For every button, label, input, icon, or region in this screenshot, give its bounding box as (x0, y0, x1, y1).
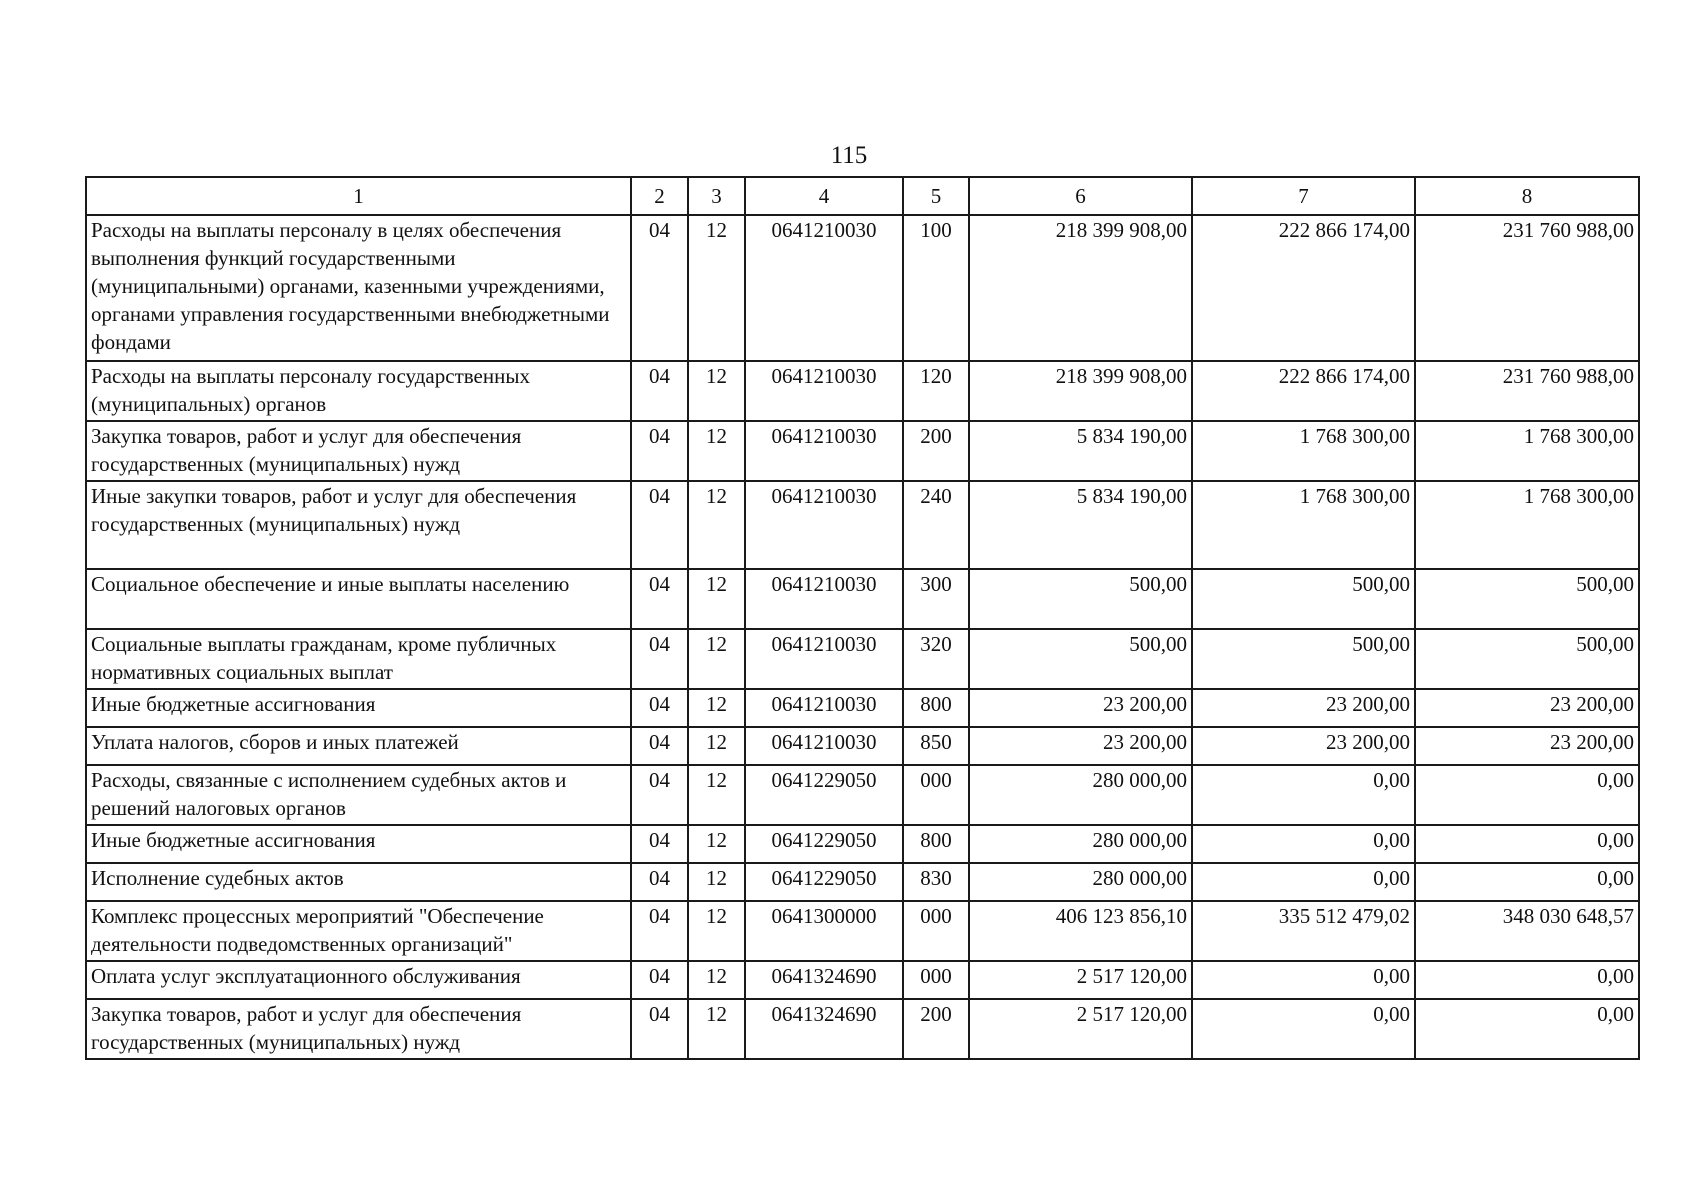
row-name-cell: Закупка товаров, работ и услуг для обеспечения государственных (муниципальных) нужд (86, 421, 631, 481)
subsection-code-cell: 12 (688, 569, 745, 629)
amount-cell: 23 200,00 (969, 689, 1192, 727)
table-row (86, 481, 1639, 569)
section-code-cell: 04 (631, 689, 688, 727)
expense-type-cell: 000 (903, 901, 969, 961)
amount-cell: 2 517 120,00 (969, 961, 1192, 999)
table-row (86, 569, 1639, 629)
row-name-cell: Закупка товаров, работ и услуг для обеспечения государственных (муниципальных) нужд (86, 999, 631, 1059)
page-number: 115 (830, 142, 868, 169)
section-code-cell: 04 (631, 361, 688, 421)
expense-type-cell: 850 (903, 727, 969, 765)
column-header: 2 (631, 177, 688, 215)
row-name-cell: Иные бюджетные ассигнования (86, 825, 631, 863)
table-row (86, 901, 1639, 961)
subsection-code-cell: 12 (688, 215, 745, 361)
expense-type-cell: 830 (903, 863, 969, 901)
section-code-cell: 04 (631, 825, 688, 863)
amount-cell: 1 768 300,00 (1192, 481, 1415, 569)
subsection-code-cell: 12 (688, 901, 745, 961)
amount-cell: 5 834 190,00 (969, 421, 1192, 481)
target-article-cell: 0641210030 (745, 727, 903, 765)
amount-cell: 218 399 908,00 (969, 361, 1192, 421)
amount-cell: 0,00 (1415, 999, 1639, 1059)
amount-cell: 0,00 (1192, 999, 1415, 1059)
target-article-cell: 0641324690 (745, 961, 903, 999)
amount-cell: 2 517 120,00 (969, 999, 1192, 1059)
column-header: 7 (1192, 177, 1415, 215)
amount-cell: 0,00 (1192, 863, 1415, 901)
amount-cell: 500,00 (1415, 629, 1639, 689)
amount-cell: 1 768 300,00 (1415, 421, 1639, 481)
target-article-cell: 0641300000 (745, 901, 903, 961)
column-header: 1 (86, 177, 631, 215)
column-header: 3 (688, 177, 745, 215)
table-row (86, 825, 1639, 863)
row-name-cell: Оплата услуг эксплуатационного обслуживания (86, 961, 631, 999)
expense-type-cell: 800 (903, 825, 969, 863)
row-name-cell: Иные закупки товаров, работ и услуг для обеспечения государственных (муниципальных) нужд (86, 481, 631, 569)
subsection-code-cell: 12 (688, 961, 745, 999)
amount-cell: 335 512 479,02 (1192, 901, 1415, 961)
expense-type-cell: 000 (903, 961, 969, 999)
table-row (86, 689, 1639, 727)
amount-cell: 0,00 (1415, 825, 1639, 863)
table-row (86, 421, 1639, 481)
expense-type-cell: 300 (903, 569, 969, 629)
amount-cell: 500,00 (1192, 629, 1415, 689)
target-article-cell: 0641210030 (745, 361, 903, 421)
section-code-cell: 04 (631, 629, 688, 689)
subsection-code-cell: 12 (688, 421, 745, 481)
amount-cell: 222 866 174,00 (1192, 361, 1415, 421)
amount-cell: 406 123 856,10 (969, 901, 1192, 961)
row-name-cell: Социальные выплаты гражданам, кроме публичных нормативных социальных выплат (86, 629, 631, 689)
amount-cell: 23 200,00 (1192, 689, 1415, 727)
expense-type-cell: 200 (903, 421, 969, 481)
table-row (86, 727, 1639, 765)
amount-cell: 23 200,00 (1192, 727, 1415, 765)
target-article-cell: 0641210030 (745, 629, 903, 689)
target-article-cell: 0641229050 (745, 863, 903, 901)
target-article-cell: 0641210030 (745, 569, 903, 629)
expense-type-cell: 320 (903, 629, 969, 689)
amount-cell: 1 768 300,00 (1192, 421, 1415, 481)
table-row (86, 361, 1639, 421)
section-code-cell: 04 (631, 727, 688, 765)
amount-cell: 23 200,00 (1415, 727, 1639, 765)
column-header: 6 (969, 177, 1192, 215)
table-row (86, 961, 1639, 999)
amount-cell: 348 030 648,57 (1415, 901, 1639, 961)
target-article-cell: 0641210030 (745, 689, 903, 727)
row-name-cell: Социальное обеспечение и иные выплаты населению (86, 569, 631, 629)
table-row (86, 629, 1639, 689)
row-name-cell: Расходы на выплаты персоналу в целях обеспечения выполнения функций государственными (муниципальными) органами, казенными учреждениями, органами управления государственными внебюджетными фондами (86, 215, 631, 361)
section-code-cell: 04 (631, 481, 688, 569)
amount-cell: 0,00 (1415, 961, 1639, 999)
amount-cell: 218 399 908,00 (969, 215, 1192, 361)
row-name-cell: Исполнение судебных актов (86, 863, 631, 901)
amount-cell: 0,00 (1192, 765, 1415, 825)
amount-cell: 280 000,00 (969, 825, 1192, 863)
section-code-cell: 04 (631, 901, 688, 961)
section-code-cell: 04 (631, 765, 688, 825)
table-row (86, 765, 1639, 825)
section-code-cell: 04 (631, 863, 688, 901)
target-article-cell: 0641229050 (745, 825, 903, 863)
column-header: 4 (745, 177, 903, 215)
target-article-cell: 0641210030 (745, 421, 903, 481)
subsection-code-cell: 12 (688, 999, 745, 1059)
row-name-cell: Комплекс процессных мероприятий "Обеспечение деятельности подведомственных организаций" (86, 901, 631, 961)
target-article-cell: 0641324690 (745, 999, 903, 1059)
section-code-cell: 04 (631, 961, 688, 999)
expense-type-cell: 200 (903, 999, 969, 1059)
target-article-cell: 0641210030 (745, 215, 903, 361)
expense-type-cell: 000 (903, 765, 969, 825)
subsection-code-cell: 12 (688, 863, 745, 901)
amount-cell: 280 000,00 (969, 765, 1192, 825)
table-row (86, 999, 1639, 1059)
target-article-cell: 0641210030 (745, 481, 903, 569)
section-code-cell: 04 (631, 215, 688, 361)
expense-type-cell: 120 (903, 361, 969, 421)
subsection-code-cell: 12 (688, 361, 745, 421)
subsection-code-cell: 12 (688, 825, 745, 863)
subsection-code-cell: 12 (688, 689, 745, 727)
amount-cell: 500,00 (1192, 569, 1415, 629)
target-article-cell: 0641229050 (745, 765, 903, 825)
amount-cell: 500,00 (969, 569, 1192, 629)
section-code-cell: 04 (631, 999, 688, 1059)
amount-cell: 500,00 (1415, 569, 1639, 629)
expense-type-cell: 240 (903, 481, 969, 569)
amount-cell: 0,00 (1415, 863, 1639, 901)
header-row (86, 177, 1639, 215)
section-code-cell: 04 (631, 421, 688, 481)
amount-cell: 280 000,00 (969, 863, 1192, 901)
budget-table (85, 176, 1640, 1060)
table-row (86, 215, 1639, 361)
row-name-cell: Иные бюджетные ассигнования (86, 689, 631, 727)
row-name-cell: Расходы на выплаты персоналу государственных (муниципальных) органов (86, 361, 631, 421)
column-header: 8 (1415, 177, 1639, 215)
amount-cell: 222 866 174,00 (1192, 215, 1415, 361)
expense-type-cell: 100 (903, 215, 969, 361)
amount-cell: 23 200,00 (969, 727, 1192, 765)
section-code-cell: 04 (631, 569, 688, 629)
amount-cell: 1 768 300,00 (1415, 481, 1639, 569)
column-header: 5 (903, 177, 969, 215)
table-row (86, 863, 1639, 901)
amount-cell: 5 834 190,00 (969, 481, 1192, 569)
row-name-cell: Расходы, связанные с исполнением судебных актов и решений налоговых органов (86, 765, 631, 825)
subsection-code-cell: 12 (688, 629, 745, 689)
amount-cell: 23 200,00 (1415, 689, 1639, 727)
amount-cell: 500,00 (969, 629, 1192, 689)
amount-cell: 0,00 (1192, 961, 1415, 999)
amount-cell: 231 760 988,00 (1415, 215, 1639, 361)
expense-type-cell: 800 (903, 689, 969, 727)
subsection-code-cell: 12 (688, 727, 745, 765)
amount-cell: 0,00 (1192, 825, 1415, 863)
row-name-cell: Уплата налогов, сборов и иных платежей (86, 727, 631, 765)
amount-cell: 0,00 (1415, 765, 1639, 825)
amount-cell: 231 760 988,00 (1415, 361, 1639, 421)
subsection-code-cell: 12 (688, 481, 745, 569)
subsection-code-cell: 12 (688, 765, 745, 825)
